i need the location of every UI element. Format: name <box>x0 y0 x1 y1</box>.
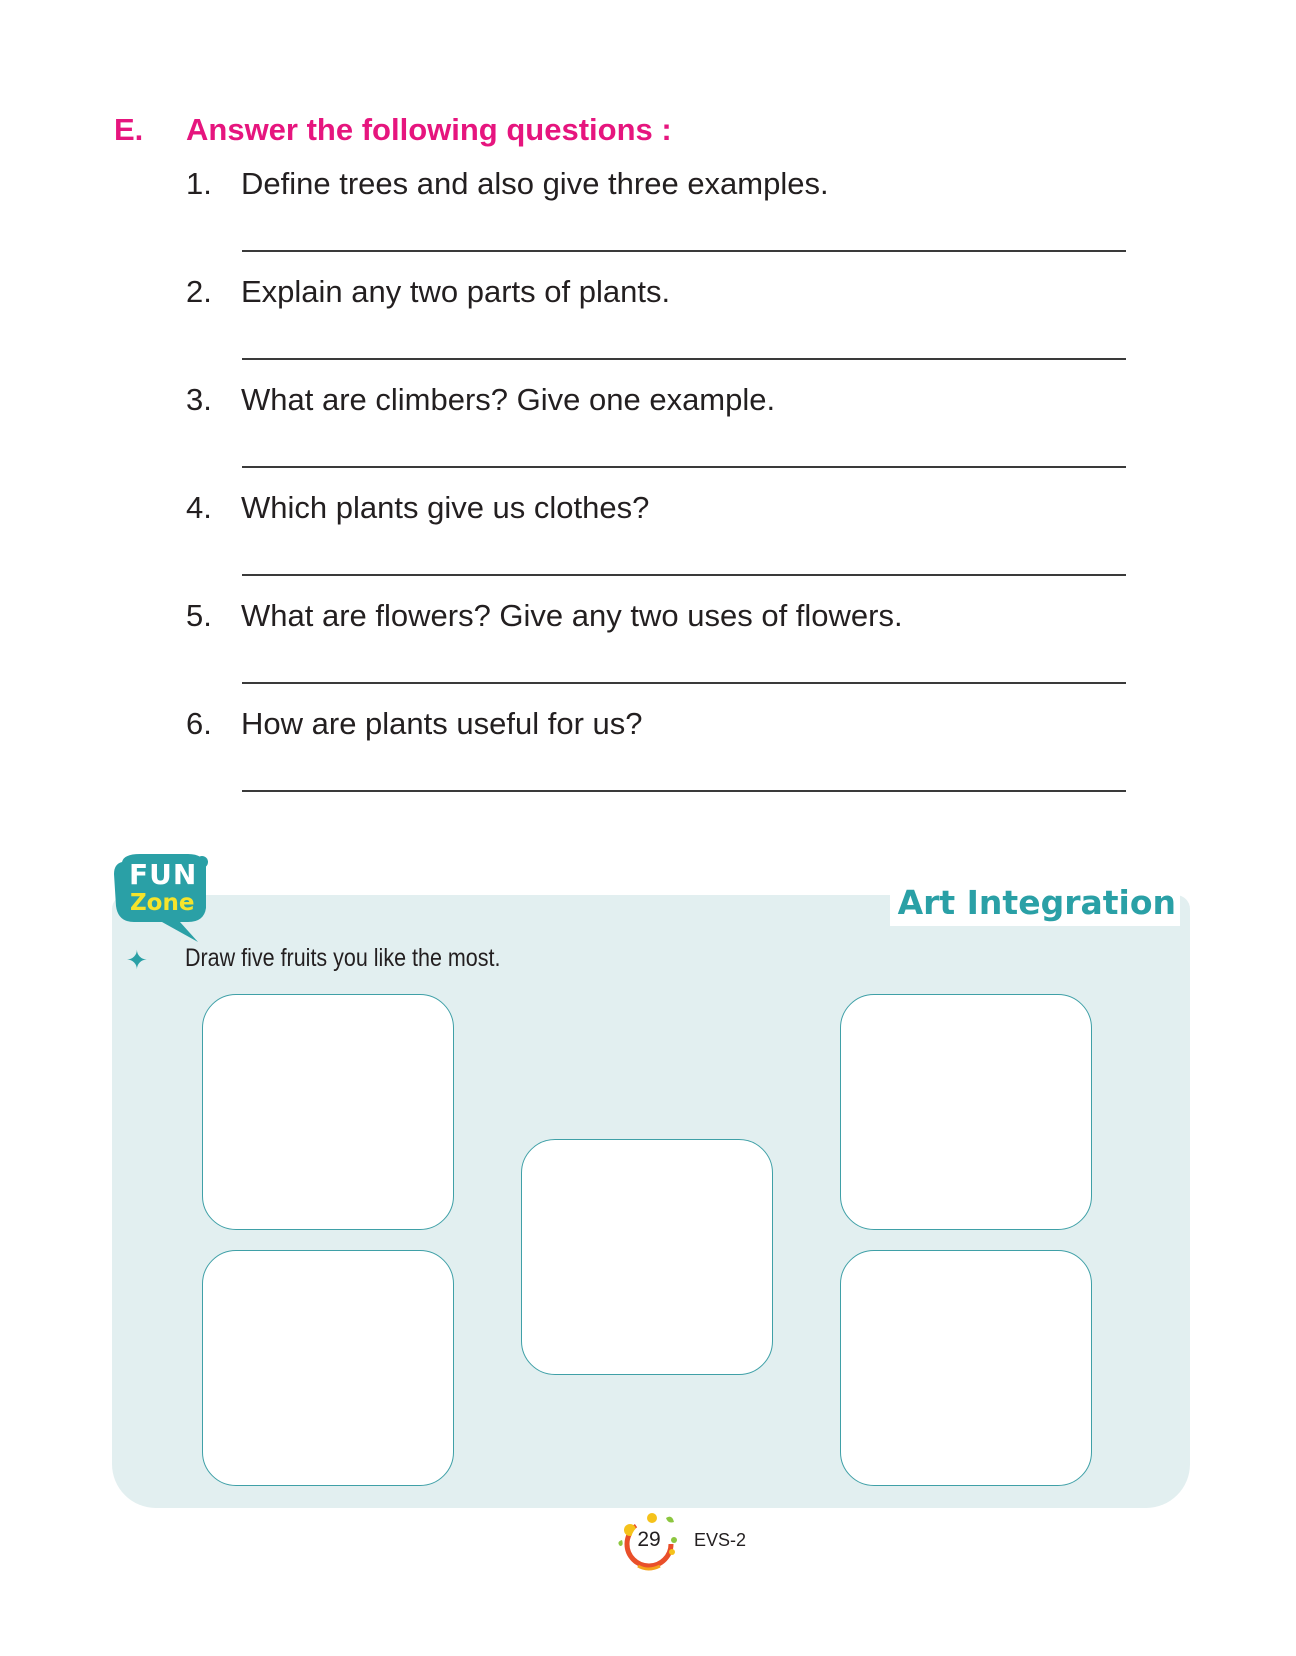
book-code: EVS-2 <box>694 1530 747 1550</box>
zone-label: Zone <box>130 890 195 916</box>
question-number: 4. <box>186 490 212 525</box>
section-title: Answer the following questions : <box>186 112 672 147</box>
question-item <box>186 488 1136 528</box>
question-number: 3. <box>186 382 212 417</box>
question-number: 1. <box>186 166 212 201</box>
question-text: What are flowers? Give any two uses of flowers. <box>241 598 903 633</box>
page-number: 29 <box>631 1523 667 1557</box>
drawing-box[interactable] <box>840 994 1092 1230</box>
drawing-box[interactable] <box>521 1139 773 1375</box>
section-letter: E. <box>114 112 144 147</box>
star-bullet-icon: ✦ <box>126 945 148 975</box>
question-text: Which plants give us clothes? <box>241 490 650 525</box>
answer-line[interactable] <box>242 358 1126 360</box>
question-number: 2. <box>186 274 212 309</box>
fun-zone-badge <box>110 852 210 944</box>
question-text: Define trees and also give three examples. <box>241 166 829 201</box>
question-text: How are plants useful for us? <box>241 706 643 741</box>
question-item <box>186 164 1136 204</box>
question-item <box>186 596 1136 636</box>
question-number: 5. <box>186 598 212 633</box>
question-number: 6. <box>186 706 212 741</box>
fun-label: FUN <box>129 858 198 891</box>
activity-instruction: Draw five fruits you like the most. <box>185 944 501 972</box>
drawing-box[interactable] <box>202 994 454 1230</box>
answer-line[interactable] <box>242 466 1126 468</box>
question-text: What are climbers? Give one example. <box>241 382 776 417</box>
answer-line[interactable] <box>242 790 1126 792</box>
art-integration-heading: Art Integration <box>890 880 1180 926</box>
answer-line[interactable] <box>242 574 1126 576</box>
question-item <box>186 380 1136 420</box>
drawing-box[interactable] <box>202 1250 454 1486</box>
drawing-box[interactable] <box>840 1250 1092 1486</box>
question-text: Explain any two parts of plants. <box>241 274 671 309</box>
question-item <box>186 704 1136 744</box>
answer-line[interactable] <box>242 250 1126 252</box>
answer-line[interactable] <box>242 682 1126 684</box>
question-item <box>186 272 1136 312</box>
